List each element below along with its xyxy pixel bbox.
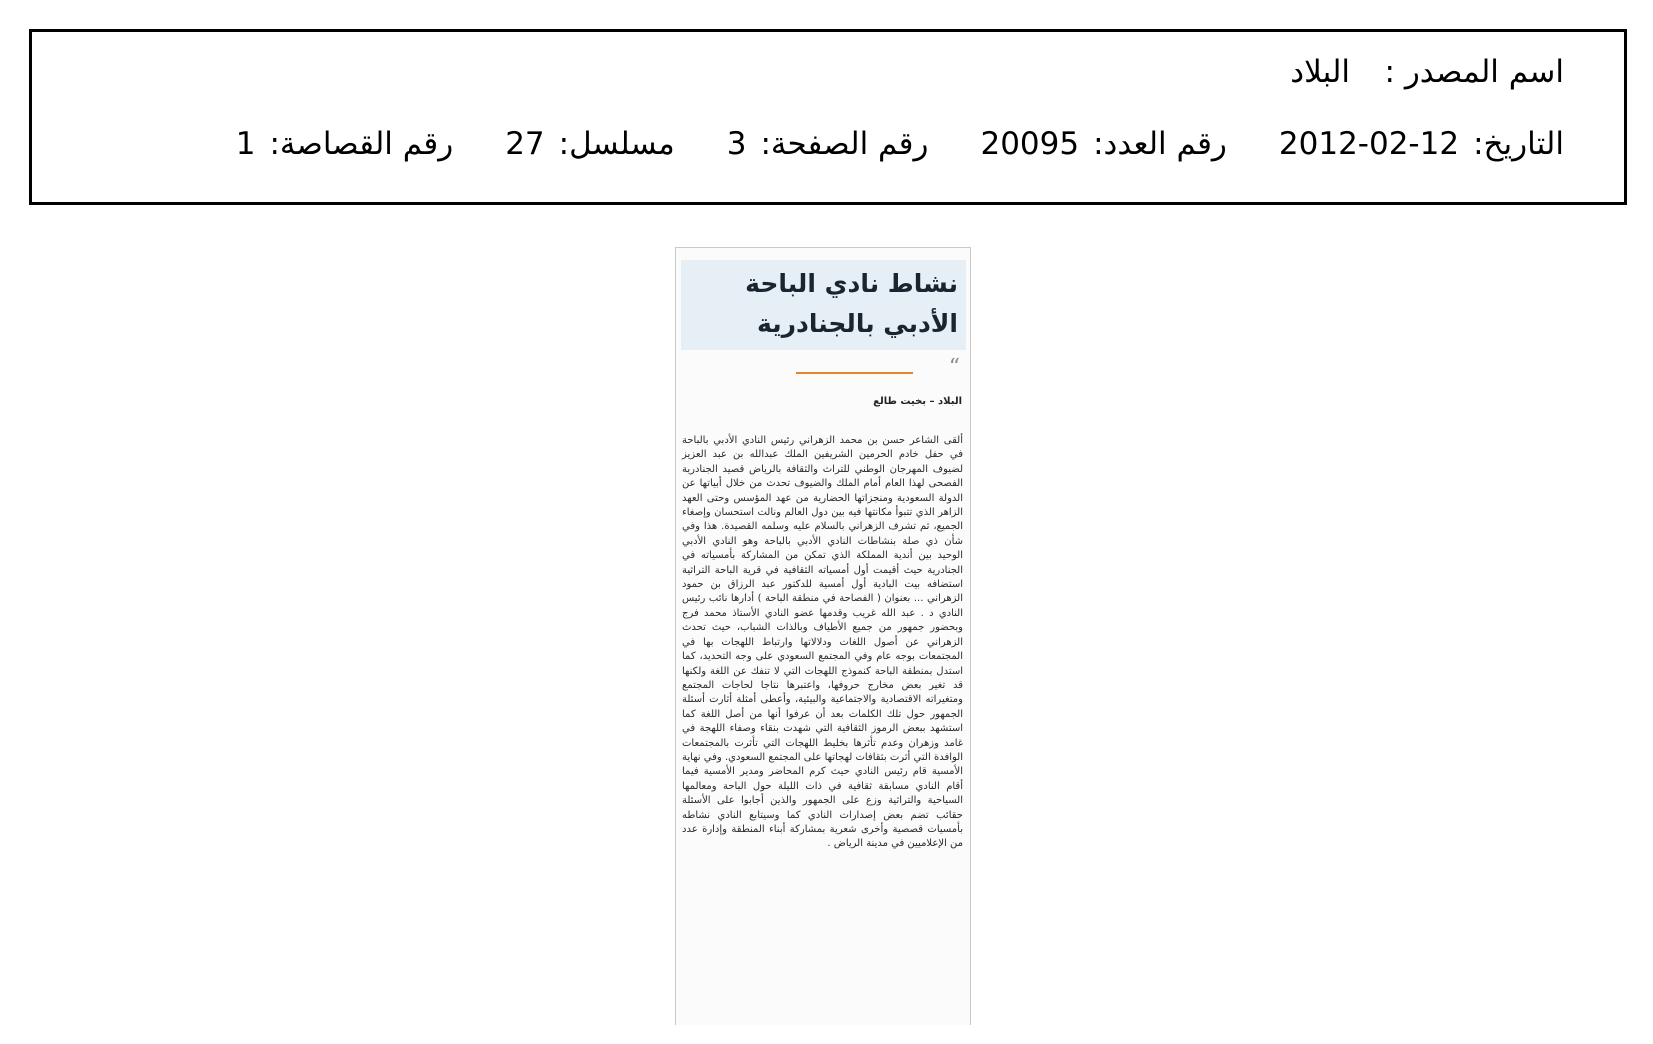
article-headline: نشاط نادي الباحة الأدبي بالجنادرية [745,269,958,338]
date-field [1279,126,1564,162]
source-label: اسم المصدر : [1384,54,1564,90]
article-byline: البلاد – بخيت طالع [873,396,962,407]
clip-value: 1 [235,126,256,162]
date-label: التاريخ: [1473,126,1564,162]
clip-label: رقم القصاصة: [269,126,454,162]
newspaper-clipping [675,247,971,1025]
details-row [236,126,1564,162]
issue-field [980,126,1226,162]
clip-field [236,126,453,162]
accent-divider [796,372,913,374]
quote-icon: “ [948,355,960,380]
date-value: 2012-02-12 [1278,126,1460,162]
source-field [1290,54,1564,90]
page-value: 3 [726,126,747,162]
serial-value: 27 [505,126,545,162]
source-row [1290,54,1564,90]
serial-label: مسلسل: [558,126,675,162]
serial-field [505,126,675,162]
issue-value: 20095 [980,126,1080,162]
source-metadata-box [29,29,1627,205]
page-label: رقم الصفحة: [760,126,929,162]
article-body: ألقى الشاعر حسن بن محمد الزهراني رئيس النادي الأدبي بالباحة في حفل خادم الحرمين الشريفين الملك عبدالله بن عبد العزيز لضيوف المهرجان الوطني للتراث والثقافة بالرياض قصيد الجنادرية الفصحى لهذا العام أمام الملك والضيوف تحدث من خلال أبياتها عن الدولة السعودية ومنجزاتها الحضارية من عهد المؤسس وحتى العهد الزاهر الذي تتبوأ مكانتها فيه بين دول العالم ونالت استحسان وإصغاء الجميع، ثم تشرف الزهراني بالسلام عليه وسلمه القصيدة. هذا وفي شأن ذي صلة بنشاطات النادي الأدبي بالباحة وهو النادي الأدبي الوحيد بين أندية المملكة الذي تمكن من المشاركة بأمسياته في الجنادرية حيث أقيمت أول أمسياته الثقافية في قرية الباحة التراثية استضافه بيت البادية أول أمسية للدكتور عبد الرزاق بن حمود الزهراني ... بعنوان ( الفصاحة في منطقة الباحة ) أدارها نائب رئيس النادي د . عبد الله غريب وقدمها عضو النادي الأستاذ محمد فرج وبحضور جمهور من جميع الأطياف وبالذات الشباب، حيث تحدث الزهراني عن أصول اللغات ودلالاتها وارتباط اللهجات بها في المجتمعات بوجه عام وفي المجتمع السعودي على وجه التحديد، كما استدل بمنطقة الباحة كنموذج اللهجات التي لا تنفك عن اللغة ولكنها قد تغير بعض مخارج حروفها، واعتبرها نتاجا لحاجات المجتمع ومتغيراته الاقتصادية والاجتماعية والبيئية، وأعطى أمثلة أثارت أسئلة الجمهور حول تلك الكلمات بعد أن عرفوا أنها من أصل اللغة كما استشهد ببعض الرموز الثقافية التي شهدت بنقاء وصفاء اللهجة في غامد وزهران وعدم تأثرها بخليط اللهجات التي تأثرت بالمجتمعات الوافدة التي أثرت بثقافات لهجاتها على المجتمع السعودي. وفي نهاية الأمسية قام رئيس النادي حيث كرم المحاضر ومدير الأمسية فيما أقام النادي مسابقة ثقافية في ذات الليلة حول الباحة ومعالمها السياحية والتراثية وزع على الجمهور والذين أجابوا على الأسئلة حقائب تضم بعض إصدارات النادي كما وسيتابع النادي نشاطه بأمسيات قصصية وأخرى شعرية بمشاركة أبناء المنطقة وإدارة عدد من الإعلاميين في مدينة الرياض . [682,435,963,850]
page-field [727,126,929,162]
source-value: البلاد [1290,54,1350,90]
headline-band [681,260,966,350]
issue-label: رقم العدد: [1093,126,1227,162]
